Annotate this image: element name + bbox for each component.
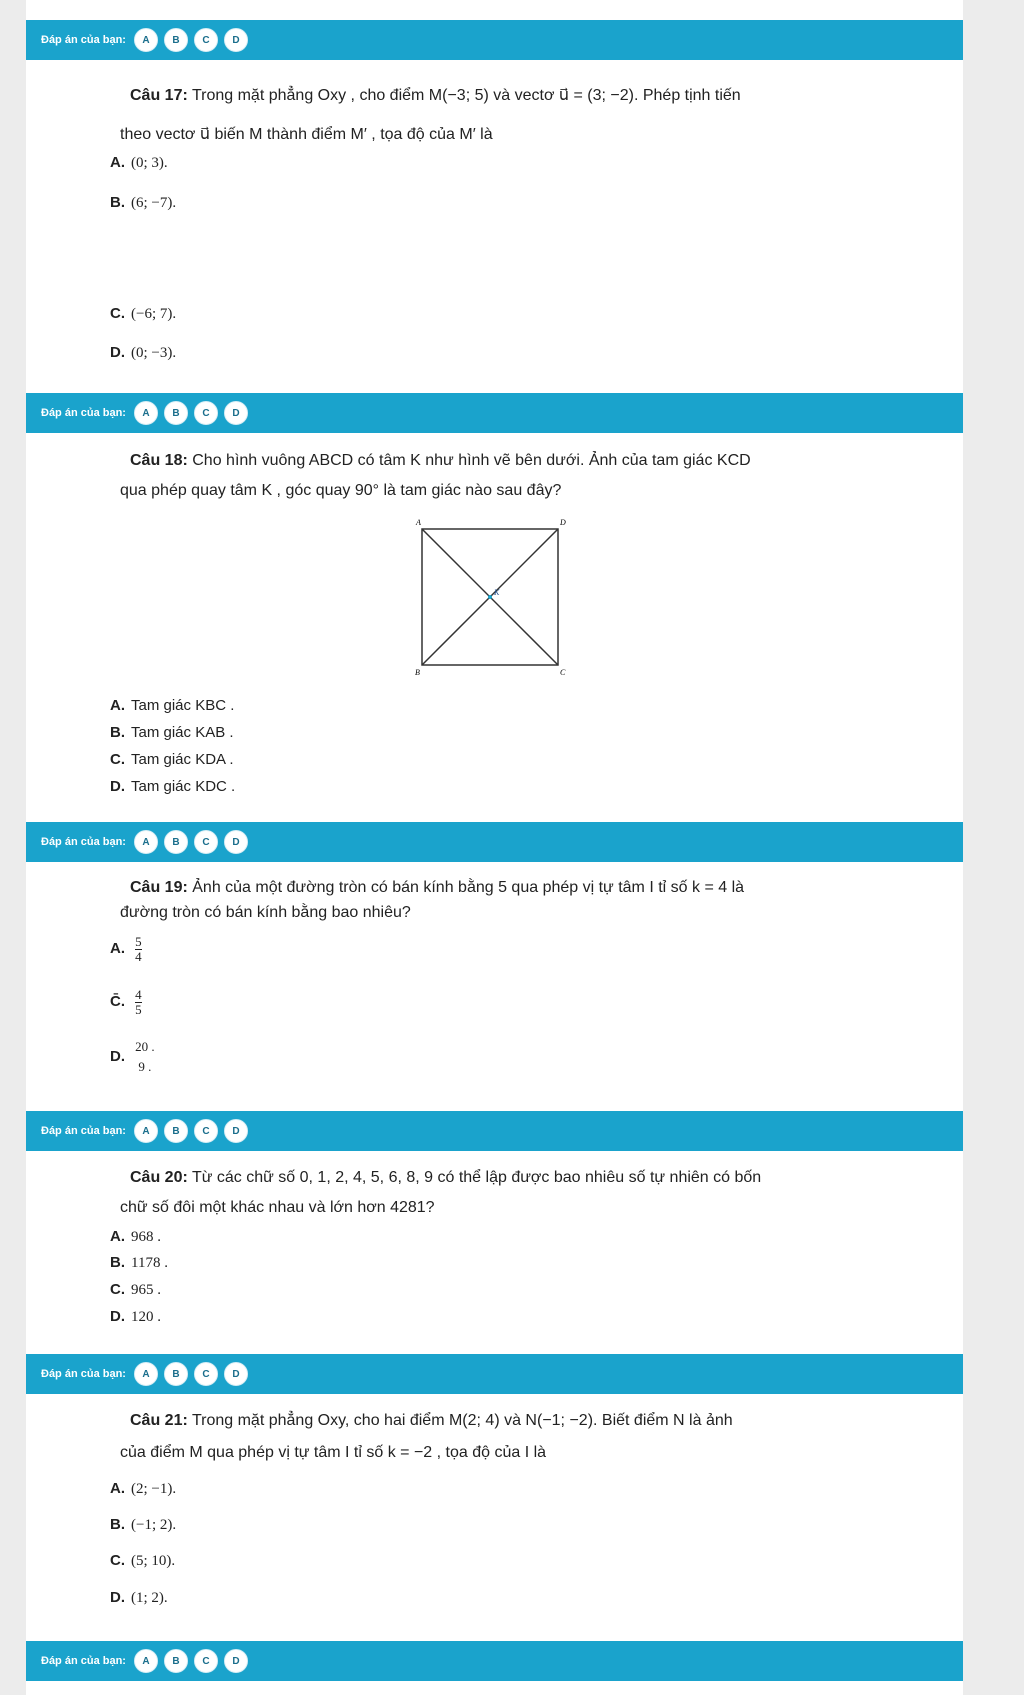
answer-label: Đáp án của bạn: xyxy=(41,1655,126,1667)
choice-a[interactable]: A. Tam giác KBC . xyxy=(110,697,235,714)
answer-option-d[interactable]: D xyxy=(224,1362,248,1386)
answer-bar-1 xyxy=(26,20,963,60)
answer-option-b[interactable]: B xyxy=(164,1362,188,1386)
answer-option-b[interactable]: B xyxy=(164,28,188,52)
choice-a[interactable]: A. $\frac{5}{4}$ xyxy=(110,934,142,964)
answer-option-a[interactable]: A xyxy=(134,401,158,425)
question-text: Trong mặt phẳng Oxy, cho hai điểm M(2; 4) và N(−1; −2). Biết điểm N là ảnh xyxy=(187,1412,733,1429)
answer-option-a[interactable]: A xyxy=(134,1649,158,1673)
answer-option-c[interactable]: C xyxy=(194,830,218,854)
answer-option-a[interactable]: A xyxy=(134,1119,158,1143)
question-text-line2: theo vectơ u⃗ biến M thành điểm M′ , tọa độ của M′ là xyxy=(120,126,493,143)
answer-bar-6 xyxy=(26,1641,963,1681)
question-number: Câu 20: xyxy=(130,1169,188,1186)
label-c: C xyxy=(560,668,566,675)
question-17 xyxy=(130,84,950,108)
answer-option-d[interactable]: D xyxy=(224,28,248,52)
question-text-line2: của điểm M qua phép vị tự tâm I tỉ số k = −2 , tọa độ của I là xyxy=(120,1444,547,1461)
choice-b[interactable]: B. 1178 . xyxy=(110,1254,168,1271)
answer-option-c[interactable]: C xyxy=(194,1362,218,1386)
answer-bar-3 xyxy=(26,822,963,862)
answer-option-d[interactable]: D xyxy=(224,830,248,854)
answer-option-c[interactable]: C xyxy=(194,1649,218,1673)
choice-c[interactable]: C. (5; 10). xyxy=(110,1552,176,1569)
choice-a[interactable]: A. (0; 3). xyxy=(110,154,168,171)
label-a: A xyxy=(416,518,421,527)
answer-label: Đáp án của bạn: xyxy=(41,1368,126,1380)
question-number: Câu 17: xyxy=(130,87,188,104)
choice-d[interactable]: D. 120 . xyxy=(110,1308,161,1325)
answer-option-a[interactable]: A xyxy=(134,1362,158,1386)
question-number: Câu 19: xyxy=(130,879,188,896)
answer-option-d[interactable]: D xyxy=(224,401,248,425)
label-d: D xyxy=(560,518,566,527)
fraction-4-5: $\frac{4}{5}$ xyxy=(135,987,142,1017)
answer-bar-5 xyxy=(26,1354,963,1394)
answer-option-a[interactable]: A xyxy=(134,28,158,52)
question-text: Cho hình vuông ABCD có tâm K như hình vẽ bên dưới. Ảnh của tam giác KCD xyxy=(187,452,751,469)
choice-b[interactable]: B. (6; −7). xyxy=(110,194,177,211)
question-number: Câu 18: xyxy=(130,452,188,469)
choice-b[interactable]: B. Tam giác KAB . xyxy=(110,724,234,741)
answer-option-c[interactable]: C xyxy=(194,401,218,425)
answer-option-b[interactable]: B xyxy=(164,1119,188,1143)
question-18 xyxy=(130,449,950,473)
answer-option-a[interactable]: A xyxy=(134,830,158,854)
center-k-point xyxy=(488,595,492,599)
answer-option-b[interactable]: B xyxy=(164,401,188,425)
answer-option-b[interactable]: B xyxy=(164,1649,188,1673)
question-text: Trong mặt phẳng Oxy , cho điểm M(−3; 5) và vectơ u⃗ = (3; −2). Phép tịnh tiến xyxy=(187,87,741,104)
answer-option-c[interactable]: C xyxy=(194,1119,218,1143)
answer-option-c[interactable]: C xyxy=(194,28,218,52)
answer-label: Đáp án của bạn: xyxy=(41,407,126,419)
choice-d[interactable]: D. 20 . 9 . xyxy=(110,1039,155,1074)
answer-label: Đáp án của bạn: xyxy=(41,836,126,848)
question-text-line2: chữ số đôi một khác nhau và lớn hơn 4281? xyxy=(120,1199,435,1216)
choice-c[interactable]: C. 965 . xyxy=(110,1281,161,1298)
label-k: K xyxy=(494,588,500,597)
fraction-5-4: $\frac{5}{4}$ xyxy=(135,934,142,964)
choice-b[interactable]: B. (−1; 2). xyxy=(110,1516,177,1533)
question-text: Ảnh của một đường tròn có bán kính bằng 5 qua phép vị tự tâm I tỉ số k = 4 là xyxy=(187,879,745,896)
choice-a[interactable]: A. (2; −1). xyxy=(110,1480,177,1497)
answer-bar-2 xyxy=(26,393,963,433)
choice-c[interactable]: C. (−6; 7). xyxy=(110,305,177,322)
answer-label: Đáp án của bạn: xyxy=(41,34,126,46)
question-text-line2: qua phép quay tâm K , góc quay 90° là tam giác nào sau đây? xyxy=(120,482,562,499)
choice-c[interactable]: C. Tam giác KDA . xyxy=(110,751,234,768)
choice-d[interactable]: D. Tam giác KDC . xyxy=(110,778,236,795)
question-text-line2: đường tròn có bán kính bằng bao nhiêu? xyxy=(120,904,411,921)
choice-a[interactable]: A. 968 . xyxy=(110,1228,161,1245)
square-abcd-figure xyxy=(410,515,575,675)
answer-bar-4 xyxy=(26,1111,963,1151)
choice-d[interactable]: D. (1; 2). xyxy=(110,1589,168,1606)
answer-label: Đáp án của bạn: xyxy=(41,1125,126,1137)
question-number: Câu 21: xyxy=(130,1412,188,1429)
question-19 xyxy=(130,876,950,900)
choice-c[interactable]: C̄. $\frac{4}{5}$ xyxy=(110,987,142,1017)
answer-option-b[interactable]: B xyxy=(164,830,188,854)
answer-option-d[interactable]: D xyxy=(224,1119,248,1143)
label-b: B xyxy=(415,668,420,675)
answer-option-d[interactable]: D xyxy=(224,1649,248,1673)
fraction-20-9: 20 . 9 . xyxy=(135,1039,155,1074)
choice-d[interactable]: D. (0; −3). xyxy=(110,344,177,361)
question-21 xyxy=(130,1409,950,1433)
question-text: Từ các chữ số 0, 1, 2, 4, 5, 6, 8, 9 có thể lập được bao nhiêu số tự nhiên có bốn xyxy=(187,1169,762,1186)
question-20 xyxy=(130,1166,950,1190)
